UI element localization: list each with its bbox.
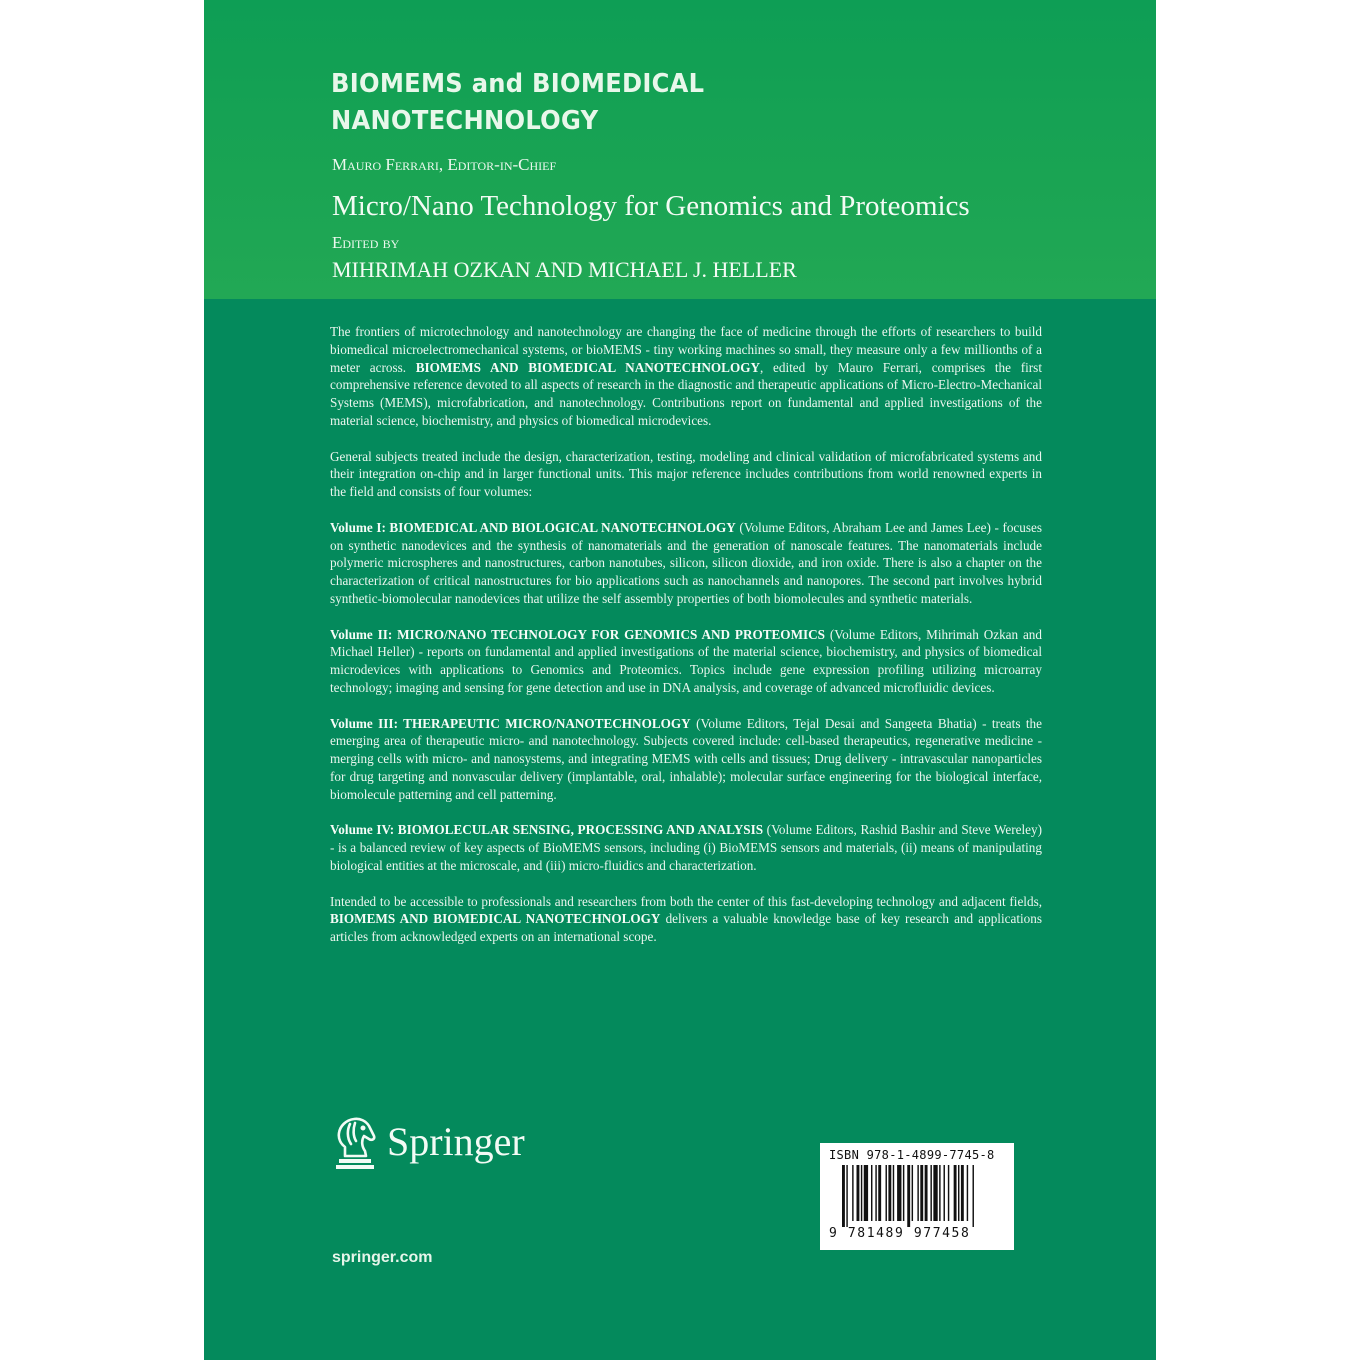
blurb-paragraph-closing xyxy=(330,893,1042,946)
volume-4-title: Volume IV: BIOMOLECULAR SENSING, PROCESSING AND ANALYSIS xyxy=(330,822,764,838)
series-title xyxy=(331,66,704,140)
barcode-bar xyxy=(917,1165,918,1221)
barcode-bar xyxy=(864,1165,868,1221)
volume-1-text: (Volume Editors, Abraham Lee and James Lee) - focuses on synthetic nanodevices and the synthesis of nanomaterials and the generation of nanoscale features. The nanomaterials include polymeric microspheres and nanostructures, carbon nanotubes, silicon, silicon dioxide, and iron oxide. There is also a chapter on the characterization of critical nanostructures for bio applications such as nanochannels and nanopores. The second part involves hybrid synthetic-biomolecular nanodevices that utilize the self assembly properties of both biomolecules and synthetic materials. xyxy=(330,519,1042,606)
barcode-bar xyxy=(961,1165,964,1221)
barcode-bar xyxy=(871,1165,872,1221)
barcode-bar xyxy=(875,1165,876,1221)
blurb-paragraph-volume-4 xyxy=(330,821,1042,874)
text-run: delivers a valuable knowledge base of key research and applications articles from acknowledged experts on an international scope. xyxy=(330,911,1042,945)
blurb-paragraph-volume-2 xyxy=(330,626,1042,697)
isbn-barcode xyxy=(820,1143,1014,1250)
volume-4-text: (Volume Editors, Rashid Bashir and Steve Wereley) - is a balanced review of key aspects of BioMEMS sensors, including (i) BioMEMS sensors and materials, (ii) means of manipulating biological entities at the microscale, and (iii) micro-fluidics and characterization. xyxy=(330,822,1042,873)
volume-1-title: Volume I: BIOMEDICAL AND BIOLOGICAL NANOTECHNOLOGY xyxy=(330,519,736,535)
barcode-bars xyxy=(828,1165,1006,1227)
blurb-paragraph-volume-3 xyxy=(330,715,1042,804)
springer-horse-icon xyxy=(331,1114,379,1170)
blurb-paragraph-volume-1 xyxy=(330,519,1042,608)
barcode-bar xyxy=(933,1165,937,1221)
barcode-bar xyxy=(903,1165,904,1221)
edited-by-label: Edited by xyxy=(332,233,400,252)
publisher-logo xyxy=(331,1114,525,1170)
barcode-bar xyxy=(958,1165,959,1221)
barcode-bar xyxy=(857,1165,860,1221)
book-title: Micro/Nano Technology for Genomics and Proteomics xyxy=(332,190,970,222)
series-title-line-1: BIOMEMS and BIOMEDICAL xyxy=(331,69,705,99)
volume-2-title: Volume II: MICRO/NANO TECHNOLOGY FOR GENOMICS AND PROTEOMICS xyxy=(330,626,826,642)
barcode-bar xyxy=(893,1165,894,1221)
volume-2-text: (Volume Editors, Mihrimah Ozkan and Michael Heller) - reports on fundamental and applied investigations of the material science, biochemistry, and physics of biomedical microdevices with applications to Genomics and Proteomics. Topics include gene expression profiling utilizing microarray technology; imaging and sensing for gene detection and use in DNA analysis, and coverage of advanced microfluidic devices. xyxy=(330,626,1042,695)
blurb-paragraph-subjects: General subjects treated include the design, characterization, testing, modeling and clinical validation of microfabricated systems and their integration on-chip and in larger functional units. This major reference includes contributions from world renowned experts in the field and consists of four volumes: xyxy=(330,448,1042,500)
publisher-name: Springer xyxy=(387,1119,525,1164)
barcode-bar xyxy=(939,1165,940,1221)
book-back-cover xyxy=(204,0,1156,1360)
barcode-bar xyxy=(920,1165,923,1221)
blurb xyxy=(330,323,1042,964)
volume-3-title: Volume III: THERAPEUTIC MICRO/NANOTECHNOLOGY xyxy=(330,715,691,731)
barcode-bar xyxy=(852,1165,853,1221)
isbn-label: ISBN 978-1-4899-7745-8 xyxy=(829,1148,995,1162)
volume-3-text: (Volume Editors, Tejal Desai and Sangeeta Bhatia) - treats the emerging area of therapeutic micro- and nanotechnology. Subjects covered include: cell-based therapeutics, regenerative medicine - merging cells with micro- and nanosystems, and integrating MEMS with cells and tissues; Drug delivery - intravascular nanoparticles for drug targeting and nonvascular delivery (implantable, oral, inhalable); molecular surface engineering for the biological interface, biomolecule patterning and cell patterning. xyxy=(330,715,1042,802)
barcode-bar xyxy=(948,1165,949,1221)
volume-editors: MIHRIMAH OZKAN AND MICHAEL J. HELLER xyxy=(332,257,797,282)
editor-in-chief: Mauro Ferrari, Editor-in-Chief xyxy=(332,155,557,174)
barcode-bar xyxy=(861,1165,862,1221)
text-run: Intended to be accessible to professionals and researchers from both the center of this fast-developing technology and adjacent fields, xyxy=(330,893,1042,909)
series-name-bold: BIOMEMS AND BIOMEDICAL NANOTECHNOLOGY xyxy=(415,359,760,375)
barcode-bar xyxy=(886,1165,887,1221)
text-run: , edited by Mauro Ferrari, comprises the first comprehensive reference devoted to all aspects of research in the diagnostic and therapeutic applications of Micro-Electro-Mechanical Systems (MEMS), microfabrication, and nanotechnology. Contributions report on fundamental and applied investigations of the material science, biochemistry, and physics of biomedical microdevices. xyxy=(330,359,1042,428)
blurb-paragraph-intro xyxy=(330,323,1042,430)
text-run: The frontiers of microtechnology and nanotechnology are changing the face of medicine through the efforts of researchers to build biomedical microelectromechanical systems, or bioMEMS - tiny working machines so small, they measure only a few millionths of a meter across. xyxy=(330,324,1042,375)
series-title-line-2: NANOTECHNOLOGY xyxy=(331,106,599,136)
publisher-url: springer.com xyxy=(332,1249,433,1266)
barcode-bar xyxy=(888,1165,891,1221)
barcode-bar xyxy=(973,1165,974,1227)
barcode-bar xyxy=(846,1165,847,1227)
barcode-bar xyxy=(878,1165,881,1221)
barcode-digits: 9 781489 977458 xyxy=(829,1226,971,1241)
barcode-bar xyxy=(842,1165,845,1227)
barcode-bar xyxy=(912,1165,913,1221)
barcode-bar xyxy=(925,1165,928,1221)
barcode-bar xyxy=(897,1165,901,1221)
barcode-bar xyxy=(907,1165,910,1227)
title-band xyxy=(204,0,1156,299)
barcode-bar xyxy=(967,1165,968,1221)
barcode-bar xyxy=(944,1165,945,1221)
series-name-bold: BIOMEMS AND BIOMEDICAL NANOTECHNOLOGY xyxy=(330,911,661,927)
barcode-bar xyxy=(954,1165,957,1221)
barcode-bar xyxy=(930,1165,931,1221)
